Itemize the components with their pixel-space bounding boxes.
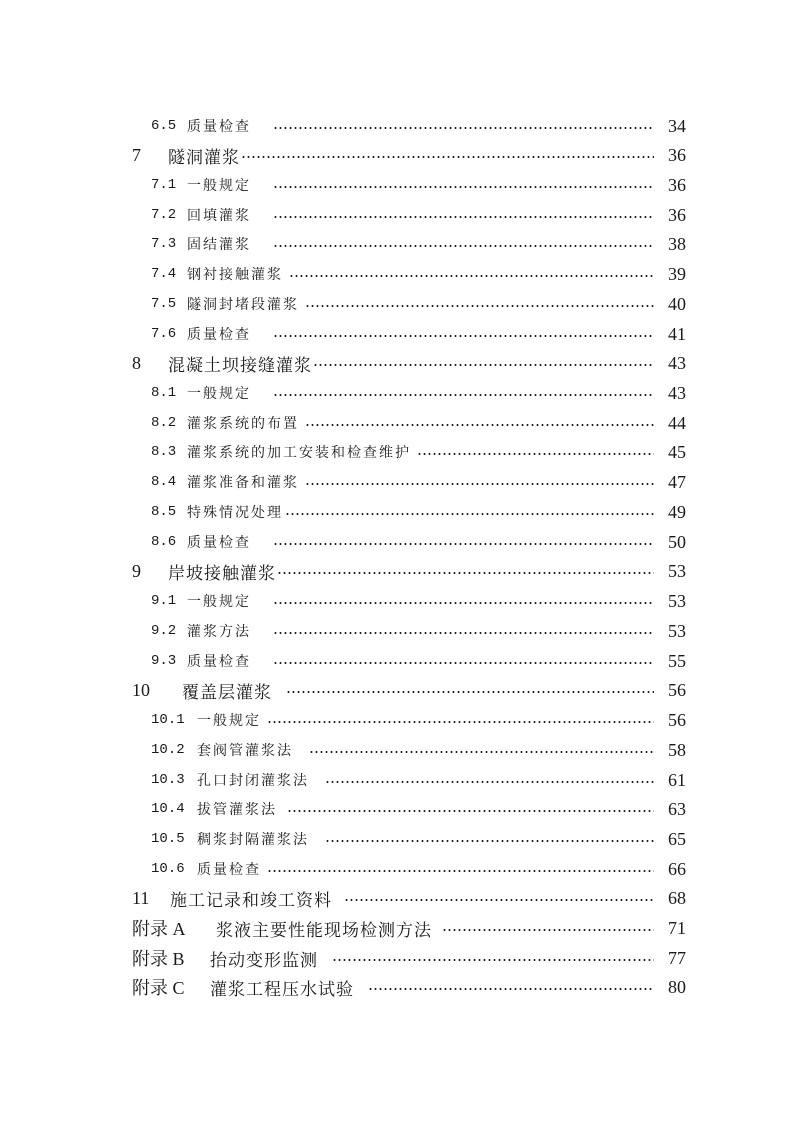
dot-leader	[325, 781, 654, 783]
dot-leader	[241, 156, 654, 158]
page-number: 53	[668, 590, 686, 611]
page-number: 58	[668, 739, 686, 760]
section-title: 拔管灌浆法	[197, 802, 277, 818]
dot-leader	[442, 929, 654, 931]
section-number: 7.3	[151, 236, 177, 252]
toc-entry-8-3[interactable]	[151, 438, 686, 466]
dot-leader	[273, 662, 654, 664]
page-number: 36	[668, 174, 686, 195]
toc-entry-7-4[interactable]	[151, 260, 686, 288]
section-number: 9.3	[151, 653, 177, 669]
page-number: 45	[668, 441, 686, 462]
page-number: 53	[668, 560, 686, 581]
section-number: 6.5	[151, 118, 177, 134]
chapter-title: 隧洞灌浆	[168, 147, 240, 168]
section-title: 隧洞封堵段灌浆	[187, 297, 299, 313]
toc-entry-8-2[interactable]	[151, 409, 686, 437]
toc-entry-9-2[interactable]	[151, 617, 686, 645]
section-number: 7.5	[151, 296, 177, 312]
page-number: 38	[668, 233, 686, 254]
toc-entry-10-5[interactable]	[151, 825, 686, 853]
section-title: 灌浆方法	[187, 624, 251, 640]
section-title: 一般规定	[187, 594, 251, 610]
section-title: 灌浆系统的加工安装和检查维护	[187, 445, 411, 461]
dot-leader	[273, 127, 654, 129]
chapter-number: 10	[132, 679, 150, 700]
toc-entry-10-4[interactable]	[151, 795, 686, 823]
toc-entry-7-3[interactable]	[151, 230, 686, 258]
section-title: 套阀管灌浆法	[197, 743, 293, 759]
appendix-title: 灌浆工程压水试验	[210, 979, 354, 1000]
page-number: 55	[668, 650, 686, 671]
page-number: 80	[668, 976, 686, 997]
toc-entry-7[interactable]	[132, 141, 686, 169]
section-number: 10.2	[151, 742, 185, 758]
section-title: 稠浆封隔灌浆法	[197, 832, 309, 848]
page-number: 56	[668, 709, 686, 730]
dot-leader	[305, 483, 654, 485]
section-title: 一般规定	[187, 178, 251, 194]
dot-leader	[267, 721, 654, 723]
page-number: 50	[668, 531, 686, 552]
section-title: 钢衬接触灌浆	[187, 267, 283, 283]
dot-leader	[325, 840, 654, 842]
dot-leader	[368, 988, 654, 990]
chapter-title: 混凝土坝接缝灌浆	[168, 355, 312, 376]
page-number: 63	[668, 798, 686, 819]
section-number: 8.6	[151, 534, 177, 550]
section-title: 质量检查	[187, 327, 251, 343]
dot-leader	[305, 424, 654, 426]
dot-leader	[273, 543, 654, 545]
page-number: 66	[668, 858, 686, 879]
page-number: 71	[668, 917, 686, 938]
dot-leader	[286, 691, 654, 693]
toc-entry-appendix-b[interactable]	[132, 944, 686, 972]
section-number: 10.4	[151, 801, 185, 817]
appendix-title: 抬动变形监测	[210, 950, 318, 971]
toc-entry-appendix-a[interactable]	[132, 914, 686, 942]
page-number: 53	[668, 620, 686, 641]
section-number: 10.5	[151, 831, 185, 847]
chapter-title: 覆盖层灌浆	[182, 682, 272, 703]
toc-entry-7-1[interactable]	[151, 171, 686, 199]
toc-entry-11[interactable]	[132, 884, 686, 912]
chapter-number: 8	[132, 352, 141, 373]
section-title: 灌浆系统的布置	[187, 416, 299, 432]
dot-leader	[273, 216, 654, 218]
toc-entry-7-6[interactable]	[151, 320, 686, 348]
toc-entry-6-5[interactable]	[151, 112, 686, 140]
dot-leader	[267, 870, 654, 872]
toc-entry-7-5[interactable]	[151, 290, 686, 318]
dot-leader	[313, 364, 654, 366]
toc-entry-7-2[interactable]	[151, 201, 686, 229]
page-number: 41	[668, 323, 686, 344]
section-number: 8.4	[151, 474, 177, 490]
toc-entry-8[interactable]	[132, 349, 686, 377]
dot-leader	[344, 899, 654, 901]
section-number: 7.2	[151, 207, 177, 223]
toc-entry-10-1[interactable]	[151, 706, 686, 734]
section-title: 一般规定	[197, 713, 261, 729]
section-number: 7.1	[151, 177, 177, 193]
toc-entry-10[interactable]	[132, 676, 686, 704]
section-title: 一般规定	[187, 386, 251, 402]
toc-entry-appendix-c[interactable]	[132, 973, 686, 1001]
chapter-number: 7	[132, 144, 141, 165]
toc-entry-8-6[interactable]	[151, 528, 686, 556]
section-title: 回填灌浆	[187, 208, 251, 224]
page-number: 44	[668, 412, 686, 433]
section-title: 孔口封闭灌浆法	[197, 773, 309, 789]
section-title: 固结灌浆	[187, 237, 251, 253]
chapter-number: 9	[132, 560, 141, 581]
page-number: 34	[668, 115, 686, 136]
page-number: 56	[668, 679, 686, 700]
section-number: 8.3	[151, 444, 177, 460]
section-title: 特殊情况处理	[187, 505, 283, 521]
dot-leader	[289, 275, 654, 277]
section-number: 8.5	[151, 504, 177, 520]
dot-leader	[273, 335, 654, 337]
toc-entry-9-1[interactable]	[151, 587, 686, 615]
page-number: 68	[668, 887, 686, 908]
section-number: 7.4	[151, 266, 177, 282]
page-number: 77	[668, 947, 686, 968]
section-number: 8.1	[151, 385, 177, 401]
section-title: 质量检查	[197, 862, 261, 878]
toc-entry-8-4[interactable]	[151, 468, 686, 496]
section-title: 质量检查	[187, 535, 251, 551]
toc-entry-10-6[interactable]	[151, 855, 686, 883]
section-number: 10.3	[151, 772, 185, 788]
section-number: 10.1	[151, 712, 185, 728]
appendix-label: 附录 B	[132, 949, 185, 969]
chapter-number: 11	[132, 887, 150, 908]
toc-entry-9[interactable]	[132, 557, 686, 585]
chapter-title: 施工记录和竣工资料	[170, 890, 332, 911]
toc-entry-10-3[interactable]	[151, 766, 686, 794]
page-number: 36	[668, 204, 686, 225]
dot-leader	[273, 632, 654, 634]
dot-leader	[273, 186, 654, 188]
section-number: 10.6	[151, 861, 185, 877]
appendix-label: 附录 A	[132, 919, 186, 939]
dot-leader	[309, 751, 654, 753]
section-title: 质量检查	[187, 654, 251, 670]
toc-entry-8-1[interactable]	[151, 379, 686, 407]
section-number: 7.6	[151, 326, 177, 342]
toc-entry-10-2[interactable]	[151, 736, 686, 764]
page-number: 65	[668, 828, 686, 849]
section-title: 灌浆准备和灌浆	[187, 475, 299, 491]
section-number: 8.2	[151, 415, 177, 431]
toc-entry-9-3[interactable]	[151, 647, 686, 675]
page-number: 43	[668, 352, 686, 373]
toc-entry-8-5[interactable]	[151, 498, 686, 526]
dot-leader	[332, 959, 654, 961]
page-number: 43	[668, 382, 686, 403]
page-number: 49	[668, 501, 686, 522]
appendix-label: 附录 C	[132, 978, 185, 998]
page-number: 47	[668, 471, 686, 492]
appendix-title: 浆液主要性能现场检测方法	[216, 920, 432, 941]
page-number: 36	[668, 144, 686, 165]
dot-leader	[273, 602, 654, 604]
dot-leader	[273, 245, 654, 247]
dot-leader	[417, 453, 654, 455]
section-number: 9.1	[151, 593, 177, 609]
page-number: 39	[668, 263, 686, 284]
dot-leader	[305, 305, 654, 307]
page-number: 40	[668, 293, 686, 314]
dot-leader	[277, 572, 654, 574]
section-title: 质量检查	[187, 119, 251, 135]
dot-leader	[287, 810, 654, 812]
dot-leader	[285, 513, 654, 515]
dot-leader	[273, 394, 654, 396]
page-number: 61	[668, 769, 686, 790]
section-number: 9.2	[151, 623, 177, 639]
chapter-title: 岸坡接触灌浆	[168, 563, 276, 584]
